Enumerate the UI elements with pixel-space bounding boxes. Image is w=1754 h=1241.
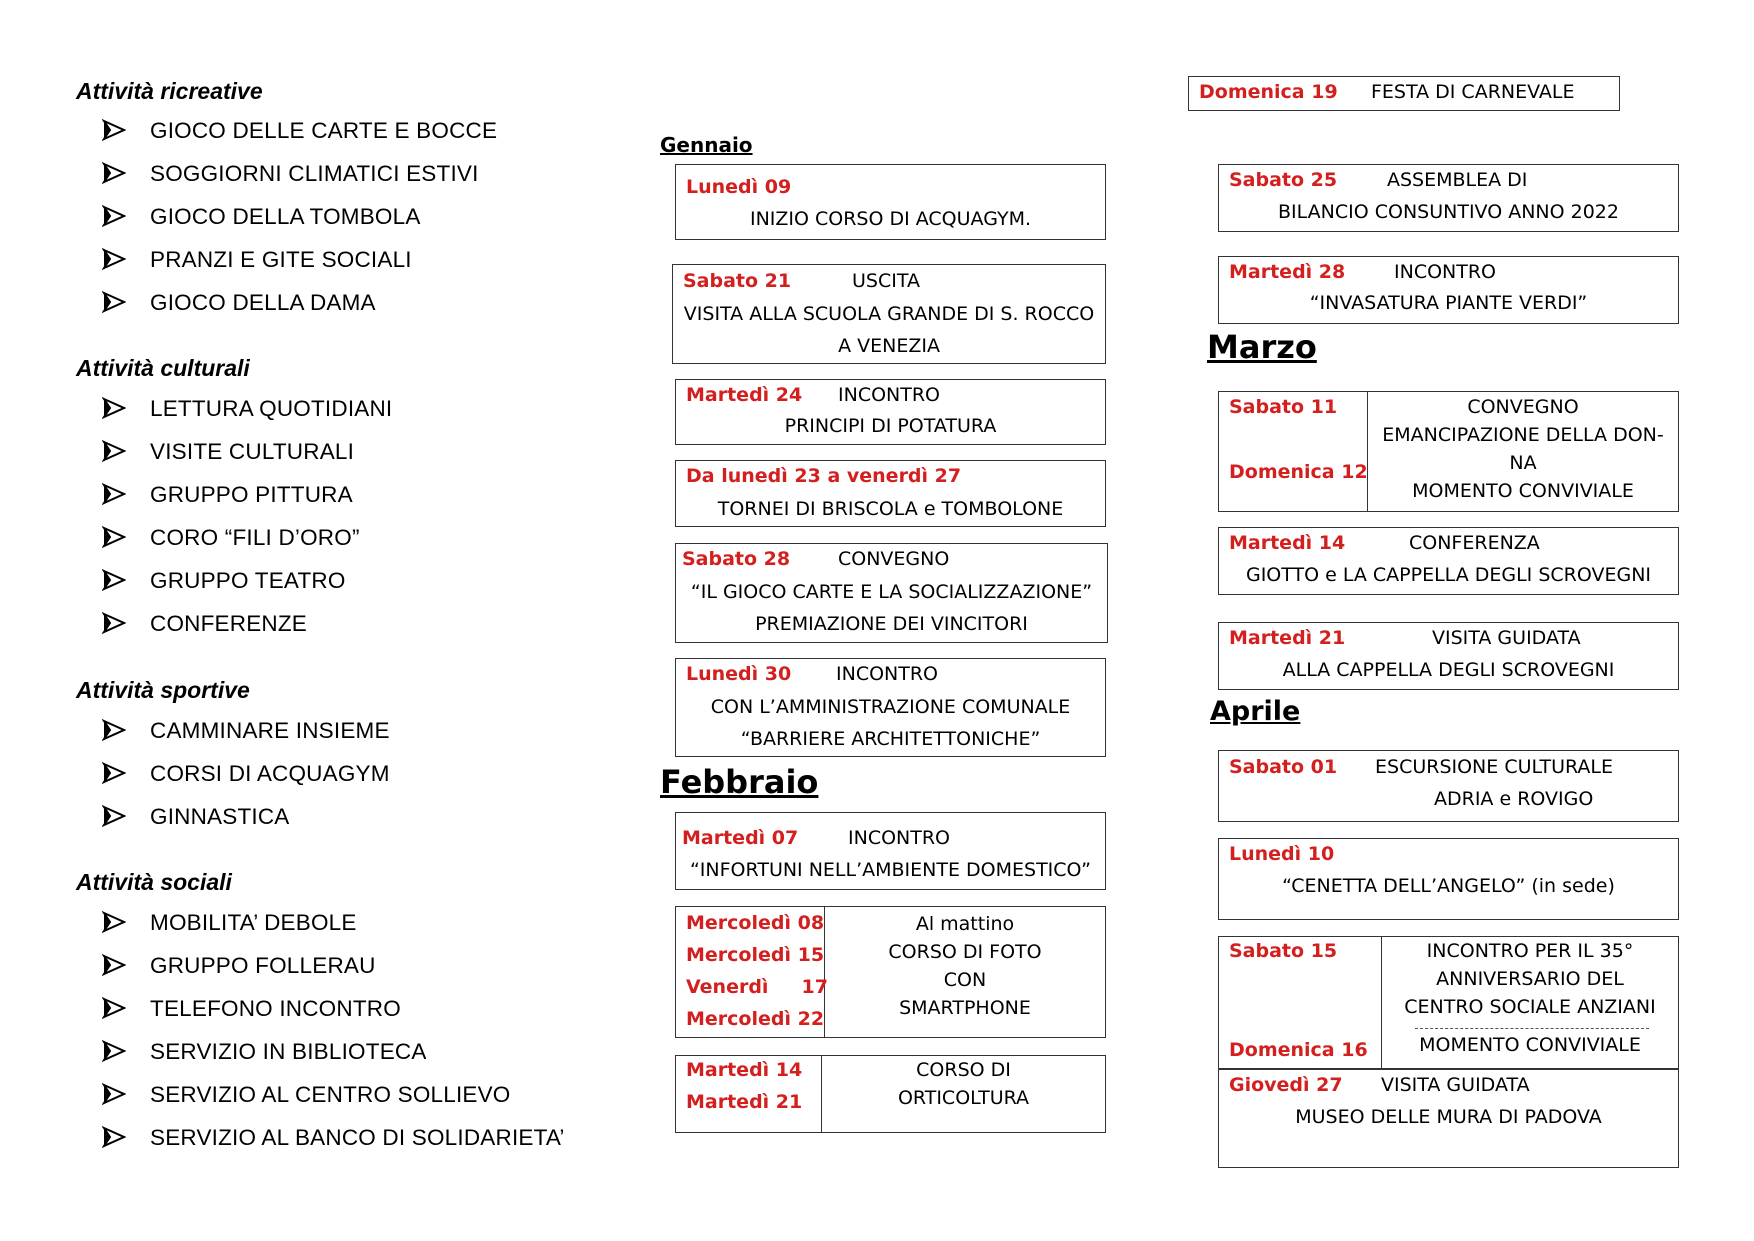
event-description: MOMENTO CONVIVIALE <box>1419 1034 1641 1056</box>
event-box <box>675 543 1108 643</box>
section-title-sociali: Attività sociali <box>76 869 232 895</box>
event-type: INCONTRO <box>848 827 951 849</box>
section-title-sportive: Attività sportive <box>76 677 250 703</box>
event-description: ADRIA e ROVIGO <box>1434 788 1594 810</box>
event-box <box>672 264 1106 364</box>
event-description: FESTA DI CARNEVALE <box>1371 81 1575 103</box>
event-date: Domenica 16 <box>1229 1039 1368 1061</box>
event-description: A VENEZIA <box>838 335 940 357</box>
event-date: Martedì 21 <box>686 1091 803 1113</box>
event-description: INCONTRO PER IL 35° <box>1426 940 1634 962</box>
event-box <box>675 812 1106 890</box>
event-box <box>1218 622 1679 690</box>
event-box <box>1218 164 1679 232</box>
event-description: “INFORTUNI NELL’AMBIENTE DOMESTICO” <box>689 859 1092 881</box>
event-description: CORSO DI <box>916 1059 1011 1081</box>
event-description: “BARRIERE ARCHITETTONICHE” <box>740 728 1041 750</box>
event-type: ASSEMBLEA DI <box>1387 169 1528 191</box>
arrow-bullet-icon <box>102 290 126 314</box>
event-description: CENTRO SOCIALE ANZIANI <box>1404 996 1656 1018</box>
event-description: CORSO DI FOTO <box>888 941 1042 963</box>
event-date: Sabato 11 <box>1229 396 1338 418</box>
arrow-bullet-icon <box>102 611 126 635</box>
event-date: Sabato 15 <box>1229 940 1338 962</box>
event-description: CON L’AMMINISTRAZIONE COMUNALE <box>710 696 1071 718</box>
event-box <box>1188 76 1620 111</box>
event-date: Martedì 14 <box>1229 532 1346 554</box>
arrow-bullet-icon <box>102 247 126 271</box>
arrow-bullet-icon <box>102 482 126 506</box>
arrow-bullet-icon <box>102 525 126 549</box>
event-box <box>675 379 1106 445</box>
event-box <box>1218 256 1679 324</box>
event-date: Venerdì 17 <box>686 976 828 998</box>
event-date: Lunedì 30 <box>686 663 792 685</box>
section-title-culturali: Attività culturali <box>76 355 250 381</box>
arrow-bullet-icon <box>102 804 126 828</box>
event-date: Sabato 21 <box>683 270 792 292</box>
event-box <box>675 164 1106 240</box>
month-gennaio: Gennaio <box>660 133 753 157</box>
event-type: INCONTRO <box>838 384 941 406</box>
event-date: Martedì 28 <box>1229 261 1346 283</box>
event-box <box>675 460 1106 527</box>
arrow-bullet-icon <box>102 953 126 977</box>
event-type: ESCURSIONE CULTURALE <box>1375 756 1613 778</box>
event-date: Martedì 07 <box>682 827 799 849</box>
event-date: Sabato 28 <box>682 548 791 570</box>
event-date: Mercoledì 08 <box>686 912 825 934</box>
arrow-bullet-icon <box>102 161 126 185</box>
event-description: ANNIVERSARIO DEL <box>1436 968 1624 990</box>
event-type: INCONTRO <box>1394 261 1497 283</box>
event-box <box>1218 391 1679 512</box>
month-febbraio: Febbraio <box>660 763 819 801</box>
arrow-bullet-icon <box>102 568 126 592</box>
event-description: MOMENTO CONVIVIALE <box>1412 480 1634 502</box>
arrow-bullet-icon <box>102 718 126 742</box>
event-type: USCITA <box>852 270 920 292</box>
section-title-ricreative: Attività ricreative <box>76 78 263 104</box>
event-date: Mercoledì 22 <box>686 1008 825 1030</box>
arrow-bullet-icon <box>102 1125 126 1149</box>
event-date: Martedì 21 <box>1229 627 1346 649</box>
event-date: Mercoledì 15 <box>686 944 825 966</box>
arrow-bullet-icon <box>102 204 126 228</box>
event-date: Martedì 14 <box>686 1059 803 1081</box>
event-type: VISITA GUIDATA <box>1381 1074 1530 1096</box>
event-box <box>1218 936 1679 1168</box>
event-type: CONFERENZA <box>1409 532 1540 554</box>
event-description: “IL GIOCO CARTE E LA SOCIALIZZAZIONE” <box>690 581 1093 603</box>
event-description: SMARTPHONE <box>899 997 1031 1019</box>
event-description: PREMIAZIONE DEI VINCITORI <box>755 613 1028 635</box>
event-date: Sabato 25 <box>1229 169 1338 191</box>
event-description: BILANCIO CONSUNTIVO ANNO 2022 <box>1278 201 1619 223</box>
event-description: INIZIO CORSO DI ACQUAGYM. <box>749 208 1032 230</box>
event-box <box>1218 527 1679 595</box>
event-description: “INVASATURA PIANTE VERDI” <box>1309 292 1588 314</box>
event-date: Lunedì 10 <box>1229 843 1335 865</box>
event-description: CONVEGNO <box>1467 396 1579 418</box>
event-date: Martedì 24 <box>686 384 803 406</box>
event-description: ORTICOLTURA <box>897 1087 1030 1109</box>
event-description: NA <box>1509 452 1537 474</box>
event-description: CON <box>943 969 987 991</box>
event-type: INCONTRO <box>836 663 939 685</box>
arrow-bullet-icon <box>102 996 126 1020</box>
event-box <box>1218 750 1679 822</box>
arrow-bullet-icon <box>102 396 126 420</box>
event-box <box>675 1055 1106 1133</box>
arrow-bullet-icon <box>102 118 126 142</box>
month-aprile: Aprile <box>1210 696 1301 727</box>
event-date: Giovedì 27 <box>1229 1074 1343 1096</box>
event-date: Domenica 12 <box>1229 461 1368 483</box>
event-date: Lunedì 09 <box>686 176 792 198</box>
event-description: PRINCIPI DI POTATURA <box>784 415 997 437</box>
event-date: Sabato 01 <box>1229 756 1338 778</box>
event-date: Da lunedì 23 a venerdì 27 <box>686 465 962 487</box>
event-description: Al mattino <box>915 913 1015 935</box>
arrow-bullet-icon <box>102 439 126 463</box>
arrow-bullet-icon <box>102 761 126 785</box>
event-type: CONVEGNO <box>838 548 950 570</box>
event-description: ALLA CAPPELLA DEGLI SCROVEGNI <box>1282 659 1615 681</box>
event-description: GIOTTO e LA CAPPELLA DEGLI SCROVEGNI <box>1245 564 1652 586</box>
event-box <box>675 906 1106 1038</box>
month-marzo: Marzo <box>1207 328 1317 366</box>
arrow-bullet-icon <box>102 1082 126 1106</box>
event-description: “CENETTA DELL’ANGELO” (in sede) <box>1282 875 1615 897</box>
event-type: VISITA GUIDATA <box>1432 627 1581 649</box>
event-description: VISITA ALLA SCUOLA GRANDE DI S. ROCCO <box>683 303 1095 325</box>
event-date: Domenica 19 <box>1199 81 1338 103</box>
arrow-bullet-icon <box>102 1039 126 1063</box>
event-description: TORNEI DI BRISCOLA e TOMBOLONE <box>717 498 1064 520</box>
event-box <box>1218 838 1679 920</box>
event-description: MUSEO DELLE MURA DI PADOVA <box>1295 1106 1602 1128</box>
event-box <box>675 658 1106 757</box>
arrow-bullet-icon <box>102 910 126 934</box>
event-description: EMANCIPAZIONE DELLA DON- <box>1382 424 1664 446</box>
